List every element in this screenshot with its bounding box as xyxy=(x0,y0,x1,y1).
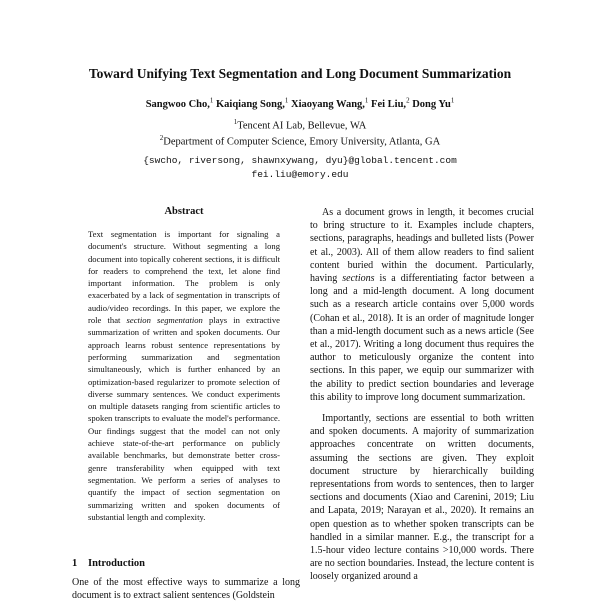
paragraph: Importantly, sections are essential to both written and spoken documents. A majority of summarization approaches concentrate on written documents, assuming the sections are given. They exploit document structure by hierarchically building representations from words to sentences, then to larger sections and documents (Xiao and Carenini, 2019; Liu and Lapata, 2019; Narayan et al., 2020). It remains an open question as to whether spoken transcripts can be handled in a similar manner. E.g., the transcript for a 1.5-hour video lecture contains >10,000 words. There are no section boundaries. Instead, the lecture content is loosely organized around a xyxy=(310,413,534,583)
section-heading-introduction: 1 Introduction xyxy=(72,558,145,569)
author-list xyxy=(40,96,560,110)
author: Kaiqiang Song,$^1$ xyxy=(216,96,289,110)
right-column xyxy=(310,206,534,584)
affiliation-2: $^2$Department of Computer Science, Emory University, Atlanta, GA xyxy=(159,134,441,148)
affiliation-1: $^1$Tencent AI Lab, Bellevue, WA xyxy=(233,118,367,132)
section-number: 1 xyxy=(72,558,78,569)
author: Dong Yu$^1$ xyxy=(412,96,455,110)
abstract-heading: Abstract xyxy=(164,206,204,217)
email-line-1: {swcho, riversong, shawnxywang, dyu}@global.tencent.com xyxy=(143,155,457,166)
author: Fei Liu,$^2$ xyxy=(371,96,410,110)
paper-title: Toward Unifying Text Segmentation and Long Document Summarization xyxy=(88,66,512,81)
author: Xiaoyang Wang,$^1$ xyxy=(291,96,369,110)
email-line-2: fei.liu@emory.edu xyxy=(251,169,349,180)
abstract-text: Text segmentation is important for signaling a document's structure. Without segmenting a long document into topically coherent sections, it is difficult for readers to comprehend the text, let alone find important information. The problem is only exacerbated by a lack of segmentation in transcripts of audio/video recordings. In this paper, we explore the role that section segmentation plays in extractive summarization of written and spoken documents. Our approach learns robust sentence representations by performing summarization and segmentation simultaneously, which is further enhanced by an optimization-based regularizer to promote selection of diverse summary sentences. We conduct experiments on multiple datasets ranging from scientific articles to spoken transcripts to evaluate the model's performance. Our findings suggest that the model can not only achieve state-of-the-art performance on publicly available benchmarks, but demonstrate better cross-genre transferability when equipped with text segmentation. We perform a series of analyses to quantify the impact of section segmentation on summarizing written and spoken documents of substantial length and complexity. xyxy=(88,229,280,522)
author: Sangwoo Cho,$^1$ xyxy=(145,96,214,110)
paragraph: As a document grows in length, it becomes crucial to bring structure to it. Examples include chapters, sections, paragraphs, headings and bulleted lists (Power et al., 2003). All of them allow readers to find salient content buried within the document. Particularly, having sections is a differentiating factor between a long and a mid-length document. A long document such as a research article contains over 5,000 words (Cohan et al., 2018). It is an order of magnitude longer than a mid-length document such as a news article (See et al., 2017). Writing a long document thus requires the author to meticulously organize the content into sections. In this paper, we equip our summarizer with the ability to predict section boundaries and leverage this ability to improve long document summarization. xyxy=(310,207,535,403)
introduction-text: One of the most effective ways to summarize a long document is to extract salient sentences (Goldstein xyxy=(72,577,300,601)
